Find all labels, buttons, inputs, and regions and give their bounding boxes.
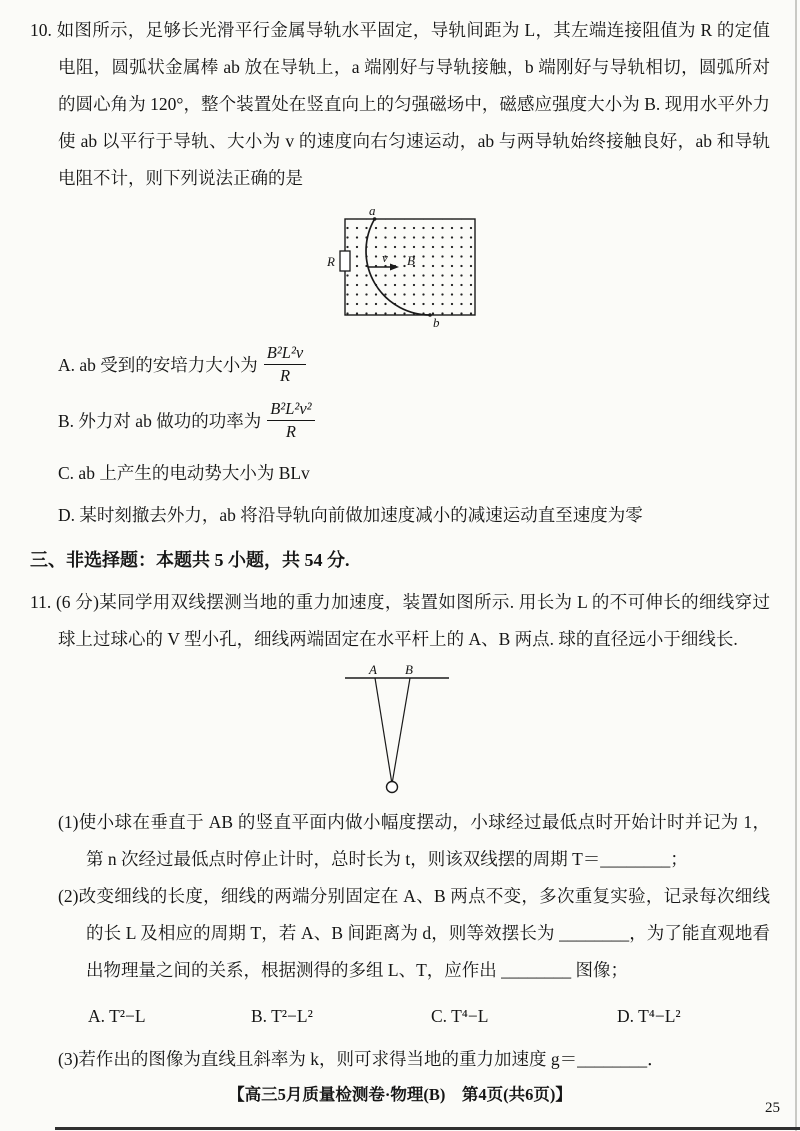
question-11-part-1: (1)使小球在垂直于 AB 的竖直平面内做小幅度摆动，小球经过最低点时开始计时并记为 1，第 n 次经过最低点时停止计时，总时长为 t，则该双线摆的周期 T＝________； (58, 812, 770, 869)
option-10-d: D. 某时刻撤去外力，ab 将沿导轨向前做加速度减小的减速运动直至速度为零 (58, 505, 643, 525)
fraction-numerator: B²L²v² (267, 399, 314, 421)
label-point-a: A (369, 664, 377, 677)
scan-edge-right (795, 0, 797, 1131)
question-11-part-2: (2)改变细线的长度，细线的两端分别固定在 A、B 两点不变，多次重复实验，记录每次细线的长 L 及相应的周期 T，若 A、B 间距离为 d，则等效摆长为 ________，为了能直观地看出物理量之间的关系，根据测得的多组 L、T，应作出 ________ 图像； (58, 886, 770, 980)
pendulum-string-right (392, 678, 410, 784)
label-point-b: B (405, 664, 413, 677)
option-10-a (30, 338, 770, 390)
choice-d: D. T⁴−L² (617, 1006, 681, 1026)
pendulum-string-left (375, 678, 392, 784)
choice-c: C. T⁴−L (431, 1006, 489, 1026)
scan-edge-bottom (55, 1127, 800, 1130)
fraction-denominator: R (285, 421, 296, 441)
question-10-text: 10. 如图所示，足够长光滑平行金属导轨水平固定，导轨间距为 L，其左端连接阻值为 R 的定值电阻，圆弧状金属棒 ab 放在导轨上，a 端刚好与导轨接触，b 端刚好与导轨相切，圆弧所对的圆心角为 120°，整个装置处在竖直向上的匀强磁场中，磁感应强度大小为 B. 现用水平外力使 ab 以平行于导轨、大小为 v 的速度向右匀速运动，ab 与两导轨始终接触良好，ab 和导轨电阻不计，则下列说法正确的是 (30, 20, 770, 188)
resistor-label: R (327, 254, 335, 269)
question-10-figure-svg (315, 205, 485, 329)
question-10-figure (315, 205, 770, 334)
pendulum-ball (387, 782, 398, 793)
option-10-c: C. ab 上产生的电动势大小为 BLv (58, 463, 310, 483)
page-footer: 【高三5月质量检测卷·物理(B) 第4页(共6页)】 (228, 1085, 572, 1104)
label-v: v (382, 250, 388, 265)
option-10-b-text: B. 外力对 ab 做功的功率为 (58, 410, 262, 431)
label-b: b (433, 315, 440, 329)
choice-b: B. T²−L² (251, 1006, 313, 1026)
section-3-header: 三、非选择题：本题共 5 小题，共 54 分. (30, 550, 350, 570)
fraction-denominator: R (279, 365, 291, 385)
resistor (340, 251, 350, 271)
label-a: a (369, 205, 376, 218)
option-10-a-text: A. ab 受到的安培力大小为 (58, 354, 258, 375)
option-10-b-fraction (267, 399, 314, 442)
question-11-figure (337, 664, 770, 804)
label-field-b: B (407, 253, 415, 268)
page-number: 25 (765, 1100, 780, 1116)
fraction-numerator: B²L²v (264, 343, 306, 365)
question-11-figure-svg (337, 664, 457, 799)
choice-a: A. T²−L (88, 1006, 146, 1026)
option-10-b (30, 394, 770, 446)
question-11-choices (30, 1001, 770, 1031)
question-11-text: 11. (6 分)某同学用双线摆测当地的重力加速度，装置如图所示. 用长为 L 的不可伸长的细线穿过球上过球心的 V 型小孔，细线两端固定在水平杆上的 A、B 两点. 球的直径远小于细线长. (30, 592, 770, 649)
question-11-part-3: (3)若作出的图像为直线且斜率为 k，则可求得当地的重力加速度 g＝________． (58, 1049, 665, 1069)
option-10-a-fraction (264, 343, 306, 386)
contact-b-dot (428, 313, 432, 317)
